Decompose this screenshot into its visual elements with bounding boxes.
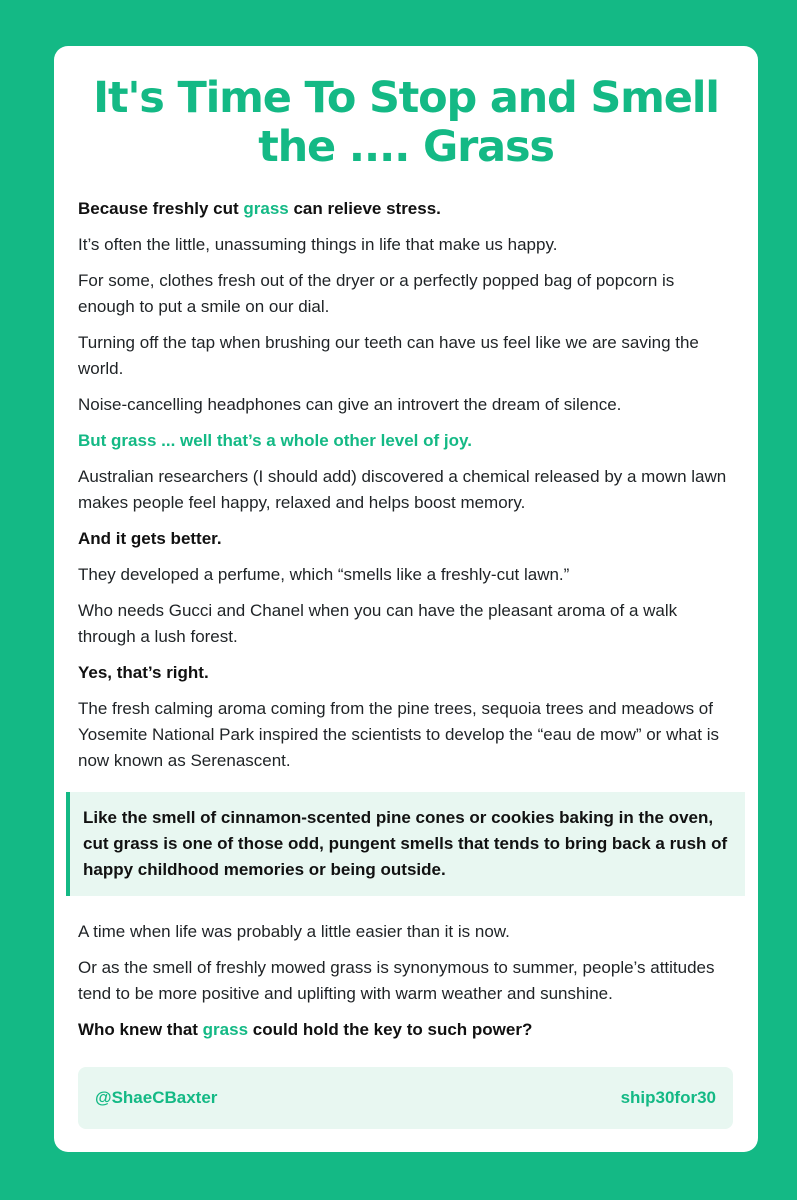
paragraph-summer: Or as the smell of freshly mowed grass is synonymous to summer, people’s attitudes tend to be more positive and uplifting with warm weather and sunshine. [78, 958, 715, 1003]
closing-line [78, 1017, 734, 1043]
closing-post: could hold the key to such power? [248, 1020, 533, 1039]
paragraph: Noise-cancelling headphones can give an introvert the dream of silence. [78, 395, 622, 414]
intro-post: can relieve stress. [288, 199, 441, 218]
post-body-end [78, 919, 734, 1043]
paragraph: For some, clothes fresh out of the dryer or a perfectly popped bag of popcorn is enough to put a smile on our dial. [78, 271, 675, 316]
hashtag-label[interactable]: ship30for30 [620, 1088, 716, 1107]
author-handle[interactable]: @ShaeCBaxter [95, 1088, 218, 1107]
intro-line [78, 196, 734, 222]
paragraph-perfume: They developed a perfume, which “smells like a freshly-cut lawn.” [78, 565, 570, 584]
green-highlight-line: But grass ... well that’s a whole other level of joy. [78, 431, 472, 450]
paragraph-gucci: Who needs Gucci and Chanel when you can have the pleasant aroma of a walk through a lush forest. [78, 601, 678, 646]
closing-pre: Who knew that [78, 1020, 203, 1039]
post-body [78, 196, 734, 774]
post-title: It's Time To Stop and Smell the .... Grass [93, 73, 719, 172]
paragraph-easier: A time when life was probably a little easier than it is now. [78, 922, 510, 941]
pull-quote: Like the smell of cinnamon-scented pine cones or cookies baking in the oven, cut grass is one of those odd, pungent smells that tends to bring back a rush of happy childhood memories or being outside. [66, 792, 745, 896]
post-card [54, 46, 758, 1152]
bold-line-right: Yes, that’s right. [78, 663, 209, 682]
paragraph-yosemite: The fresh calming aroma coming from the pine trees, sequoia trees and meadows of Yosemite National Park inspired the scientists to develop the “eau de mow” or what is now known as Serenascent. [78, 699, 719, 770]
bold-line-better: And it gets better. [78, 529, 222, 548]
intro-pre: Because freshly cut [78, 199, 244, 218]
closing-highlight: grass [202, 1020, 249, 1039]
paragraph: It’s often the little, unassuming things in life that make us happy. [78, 235, 558, 254]
paragraph-research: Australian researchers (I should add) discovered a chemical released by a mown lawn makes people feel happy, relaxed and helps boost memory. [78, 467, 727, 512]
footer-bar [78, 1067, 733, 1129]
paragraph: Turning off the tap when brushing our teeth can have us feel like we are saving the world. [78, 333, 699, 378]
intro-highlight: grass [243, 199, 289, 218]
